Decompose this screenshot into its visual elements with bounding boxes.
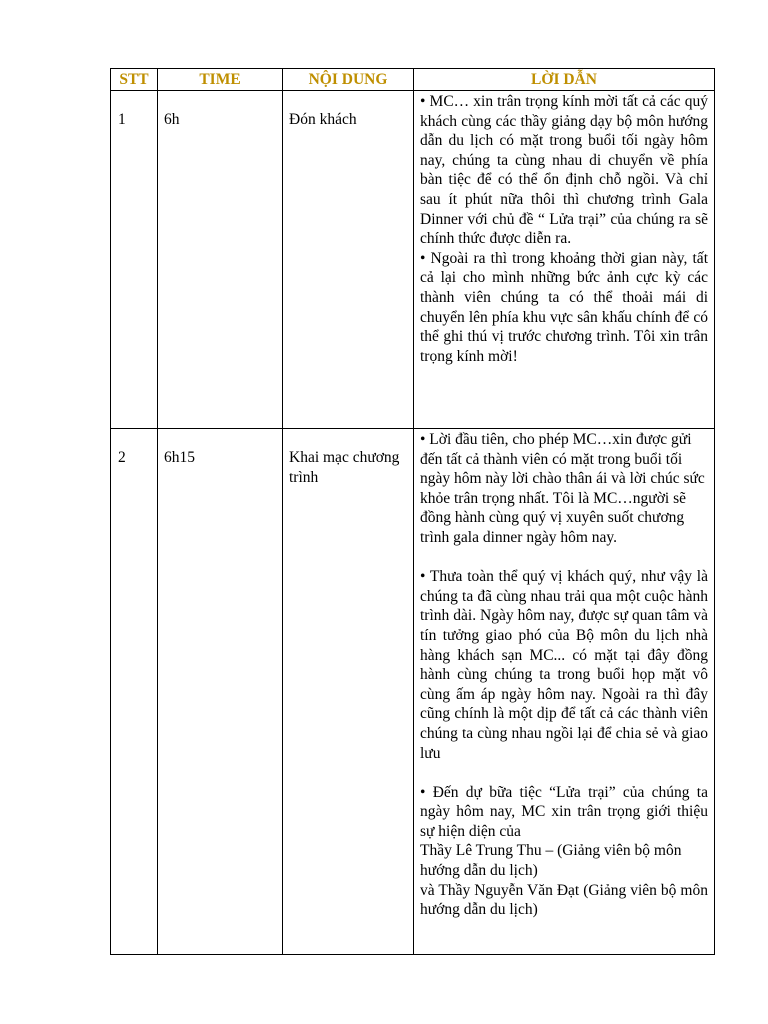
table-row <box>111 429 715 955</box>
row-stt: 1 <box>118 111 126 128</box>
header-content: NỘI DUNG <box>283 69 414 91</box>
row-content: Đón khách <box>289 111 357 128</box>
script-paragraph: • Ngoài ra thì trong khoảng thời gian này, tất cả lại cho mình những bức ảnh cực kỳ các thành viên chúng ta có thể thoải mái di chuyển lên phía khu vực sân khấu chính để có thể ghi thú vị trước chương trình. Tôi xin trân trọng kính mời! <box>420 249 708 365</box>
row-content-cell <box>283 429 414 955</box>
header-time: TIME <box>158 69 283 91</box>
paragraph-spacer <box>420 548 708 568</box>
program-table <box>110 68 715 955</box>
row-time-cell <box>158 429 283 955</box>
row-stt-cell <box>111 429 158 955</box>
row-time: 6h <box>164 111 180 128</box>
row-stt: 2 <box>118 449 126 466</box>
script-paragraph: • Lời đầu tiên, cho phép MC…xin được gửi đến tất cả thành viên có mặt trong buổi tối ngày hôm này lời chào thân ái và lời chúc sức khỏe trân trọng nhất. Tôi là MC…người sẽ đồng hành cùng quý vị xuyên suốt chương trình gala dinner ngày hôm nay. <box>420 431 705 546</box>
row-stt-cell <box>111 91 158 429</box>
row-time: 6h15 <box>164 449 195 466</box>
table-header-row <box>111 69 715 91</box>
paragraph-spacer <box>420 763 708 783</box>
guest-line: và Thầy Nguyễn Văn Đạt (Giảng viên bộ môn hướng dẫn du lịch) <box>420 881 708 919</box>
row-content-cell <box>283 91 414 429</box>
table-row <box>111 91 715 429</box>
script-paragraph: • Thưa toàn thể quý vị khách quý, như vậy là chúng ta đã cùng nhau trải qua một cuộc hành trình dài. Ngày hôm nay, được sự quan tâm và tín tưởng giao phó của Bộ môn du lịch nhà hàng khách sạn MC... có mặt tại đây đồng hành cùng chúng ta trong buổi họp mặt vô cùng ấm áp ngày hôm nay. Ngoài ra thì đây cũng chính là một dịp để tất cả các thành viên chúng ta cùng nhau ngồi lại để chia sẻ và giao lưu <box>420 568 708 762</box>
row-content: Khai mạc chương trình <box>289 449 400 486</box>
row-time-cell <box>158 91 283 429</box>
row-script-cell <box>414 91 715 429</box>
header-stt: STT <box>111 69 158 91</box>
header-script: LỜI DẪN <box>414 69 715 91</box>
guest-line: Thầy Lê Trung Thu – (Giảng viên bộ môn hướng dẫn du lịch) <box>420 842 682 880</box>
script-paragraph: • MC… xin trân trọng kính mời tất cả các quý khách cùng các thầy giảng dạy bộ môn hướng dẫn du lịch có mặt trong buổi tối ngày hôm nay, chúng ta cùng nhau di chuyển về phía bàn tiệc để có thể ổn định chỗ ngồi. Và chỉ sau ít phút nữa thôi thì chương trình Gala Dinner với chủ đề “ Lửa trại” của chúng ra sẽ chính thức được diễn ra. <box>420 93 708 248</box>
row-script <box>414 91 714 368</box>
row-script <box>414 429 714 922</box>
script-paragraph: • Đến dự bữa tiệc “Lửa trại” của chúng ta ngày hôm nay, MC xin trân trọng giới thiệu sự hiện diện của <box>420 783 708 840</box>
row-script-cell <box>414 429 715 955</box>
